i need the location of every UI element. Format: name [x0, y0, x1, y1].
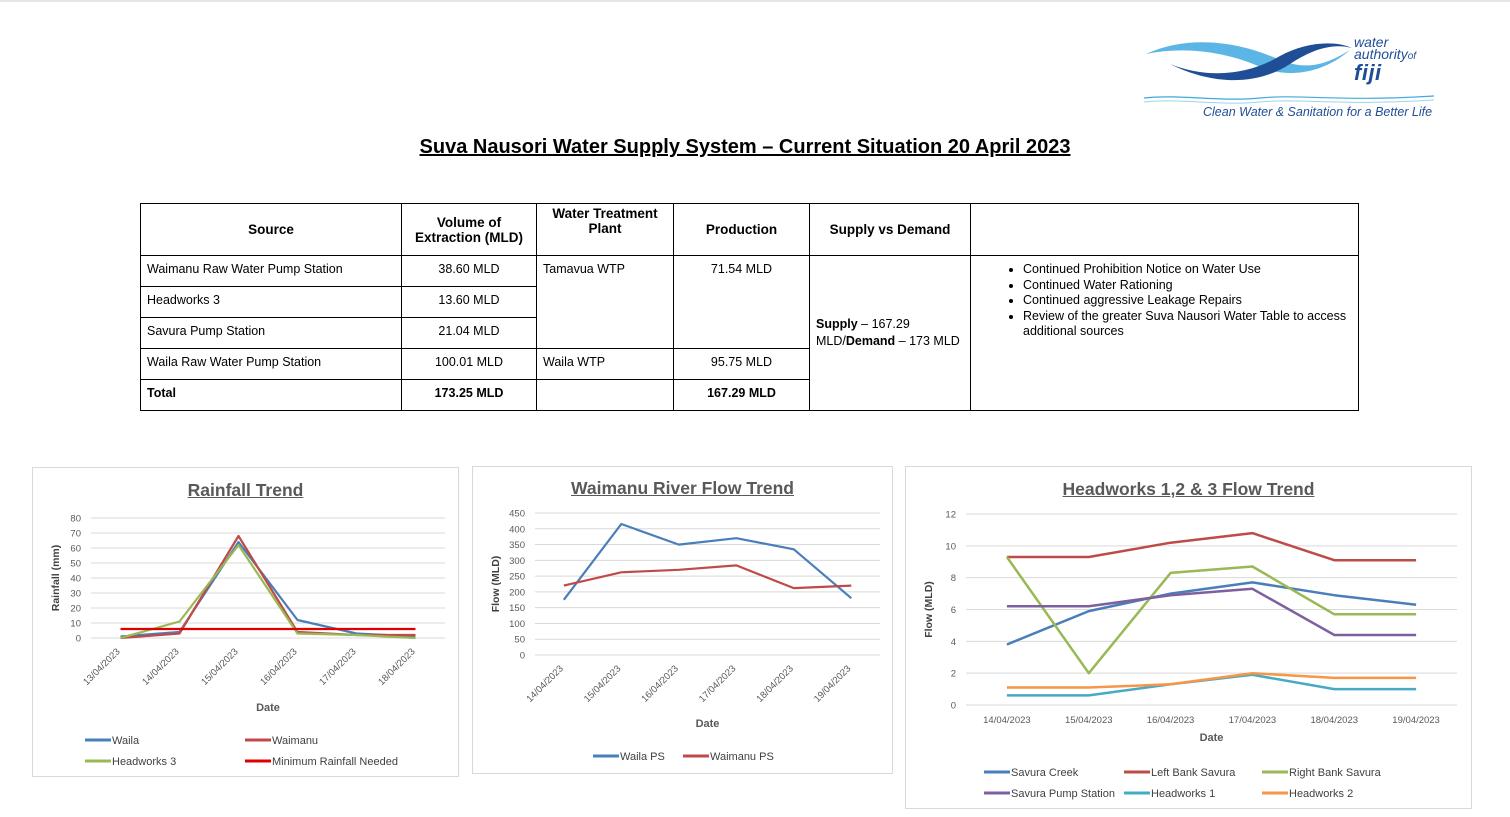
y-tick-label: 4: [950, 636, 956, 648]
y-tick-label: 250: [509, 571, 525, 583]
legend-item: Headworks 2: [1289, 788, 1354, 800]
cell-source: Headworks 3: [141, 287, 402, 318]
x-tick-label: 16/04/2023: [258, 646, 300, 688]
x-tick-label: 16/04/2023: [639, 663, 681, 705]
legend-item: Headworks 1: [1151, 788, 1216, 800]
series-line: [1007, 589, 1416, 635]
y-tick-label: 50: [70, 558, 81, 570]
y-tick-label: 80: [70, 513, 81, 525]
chart-title: Headworks 1,2 & 3 Flow Trend: [1062, 479, 1315, 499]
table-header-row: [141, 204, 1359, 256]
header-production: Production: [674, 204, 810, 256]
legend-item: Minimum Rainfall Needed: [272, 756, 398, 768]
header-source: Source: [141, 204, 402, 256]
cell-volume: 13.60 MLD: [402, 287, 537, 318]
y-tick-label: 20: [70, 603, 81, 615]
chart-title: Waimanu River Flow Trend: [571, 478, 794, 498]
cell-wtp: [537, 380, 674, 411]
x-tick-label: 16/04/2023: [1146, 715, 1195, 726]
series-line: [564, 565, 852, 588]
x-tick-label: 14/04/2023: [524, 663, 566, 705]
supply-table: [140, 203, 1359, 411]
header-notes: [971, 204, 1359, 256]
logo-wordmark: water authorityof fiji: [1354, 34, 1417, 85]
y-tick-label: 70: [70, 528, 81, 540]
y-tick-label: 100: [509, 618, 525, 630]
headworks-flow-chart-panel: [905, 466, 1472, 809]
table-row: [141, 256, 1359, 287]
cell-source: Savura Pump Station: [141, 318, 402, 349]
header-supply: Supply vs Demand: [810, 204, 971, 256]
x-tick-label: 14/04/2023: [140, 646, 182, 688]
list-item: • Continued Water Rationing: [1023, 278, 1352, 294]
legend-item: Savura Pump Station: [1011, 788, 1115, 800]
y-tick-label: 10: [945, 541, 956, 553]
x-tick-label: 18/04/2023: [754, 663, 796, 705]
y-tick-label: 50: [514, 634, 525, 646]
y-tick-label: 400: [509, 524, 525, 536]
x-axis-label: Date: [695, 718, 720, 730]
legend-item: Waila: [112, 735, 140, 747]
x-tick-label: 15/04/2023: [199, 646, 241, 688]
cell-volume: 100.01 MLD: [402, 349, 537, 380]
x-tick-label: 19/04/2023: [1392, 715, 1440, 726]
header-wtp: Water Treatment Plant: [537, 204, 674, 256]
y-tick-label: 30: [70, 588, 81, 600]
list-item: • Review of the greater Suva Nausori Water Table to access additional sources: [1023, 309, 1352, 340]
y-tick-label: 0: [950, 700, 956, 712]
x-tick-label: 17/04/2023: [317, 646, 359, 688]
y-tick-label: 200: [509, 587, 525, 599]
y-tick-label: 60: [70, 543, 81, 555]
legend-item: Headworks 3: [112, 756, 177, 768]
y-axis-label: Rainfall (mm): [50, 544, 62, 612]
legend-item: Waimanu: [272, 735, 319, 747]
y-tick-label: 2: [950, 668, 956, 680]
x-tick-label: 17/04/2023: [696, 663, 739, 705]
legend-item: Right Bank Savura: [1289, 767, 1381, 779]
cell-wtp: Tamavua WTP: [537, 256, 674, 349]
rainfall-chart: [33, 468, 460, 778]
cell-volume: 173.25 MLD: [402, 380, 537, 411]
cell-production: 71.54 MLD: [674, 256, 810, 349]
cell-source: Waimanu Raw Water Pump Station: [141, 256, 402, 287]
y-tick-label: 450: [509, 508, 525, 520]
x-tick-label: 15/04/2023: [1064, 715, 1113, 726]
cell-source: Waila Raw Water Pump Station: [141, 349, 402, 380]
y-tick-label: 8: [950, 573, 956, 585]
y-tick-label: 0: [75, 633, 81, 645]
cell-supply-demand: Supply – 167.29 MLD/Demand – 173 MLD: [810, 256, 971, 411]
series-line: [1007, 557, 1416, 673]
cell-production: 95.75 MLD: [674, 349, 810, 380]
x-tick-label: 19/04/2023: [811, 663, 854, 705]
x-axis-label: Date: [256, 702, 280, 714]
y-tick-label: 350: [509, 540, 525, 552]
legend-item: Left Bank Savura: [1151, 767, 1236, 779]
x-tick-label: 18/04/2023: [1310, 715, 1359, 726]
header-volume: Volume of Extraction (MLD): [402, 204, 537, 256]
cell-notes: [971, 256, 1359, 411]
top-border: [0, 0, 1510, 2]
logo-tagline: Clean Water & Sanitation for a Better Life: [1203, 105, 1433, 119]
waimanu-flow-chart-panel: [472, 466, 893, 774]
x-tick-label: 13/04/2023: [81, 646, 123, 688]
y-axis-label: Flow (MLD): [490, 555, 502, 613]
x-tick-label: 18/04/2023: [376, 646, 418, 688]
x-tick-label: 14/04/2023: [983, 715, 1031, 726]
logo: [1140, 32, 1440, 127]
page-title: Suva Nausori Water Supply System – Current Situation 20 April 2023: [419, 136, 1071, 158]
y-tick-label: 10: [70, 618, 81, 630]
cell-wtp: Waila WTP: [537, 349, 674, 380]
notes-list: [977, 262, 1352, 340]
rainfall-chart-panel: [32, 467, 459, 777]
chart-title: Rainfall Trend: [187, 480, 304, 500]
x-tick-label: 15/04/2023: [581, 663, 624, 705]
cell-production: 167.29 MLD: [674, 380, 810, 411]
y-tick-label: 150: [509, 603, 525, 615]
y-tick-label: 12: [945, 509, 956, 521]
y-axis-label: Flow (MLD): [923, 581, 935, 638]
cell-volume: 38.60 MLD: [402, 256, 537, 287]
series-line: [1007, 533, 1416, 560]
y-tick-label: 0: [519, 650, 525, 662]
cell-volume: 21.04 MLD: [402, 318, 537, 349]
y-tick-label: 300: [509, 555, 525, 567]
list-item: • Continued Prohibition Notice on Water Use: [1023, 262, 1352, 278]
legend-item: Waimanu PS: [710, 751, 774, 763]
legend-item: Waila PS: [620, 751, 665, 763]
headworks-flow-chart: [906, 467, 1473, 810]
cell-source: Total: [141, 380, 402, 411]
x-tick-label: 17/04/2023: [1228, 715, 1277, 726]
waimanu-flow-chart: [473, 467, 894, 775]
x-axis-label: Date: [1199, 732, 1224, 744]
y-tick-label: 6: [950, 605, 956, 616]
series-line: [121, 545, 416, 638]
legend-item: Savura Creek: [1011, 767, 1079, 779]
y-tick-label: 40: [70, 573, 81, 585]
list-item: • Continued aggressive Leakage Repairs: [1023, 293, 1352, 309]
